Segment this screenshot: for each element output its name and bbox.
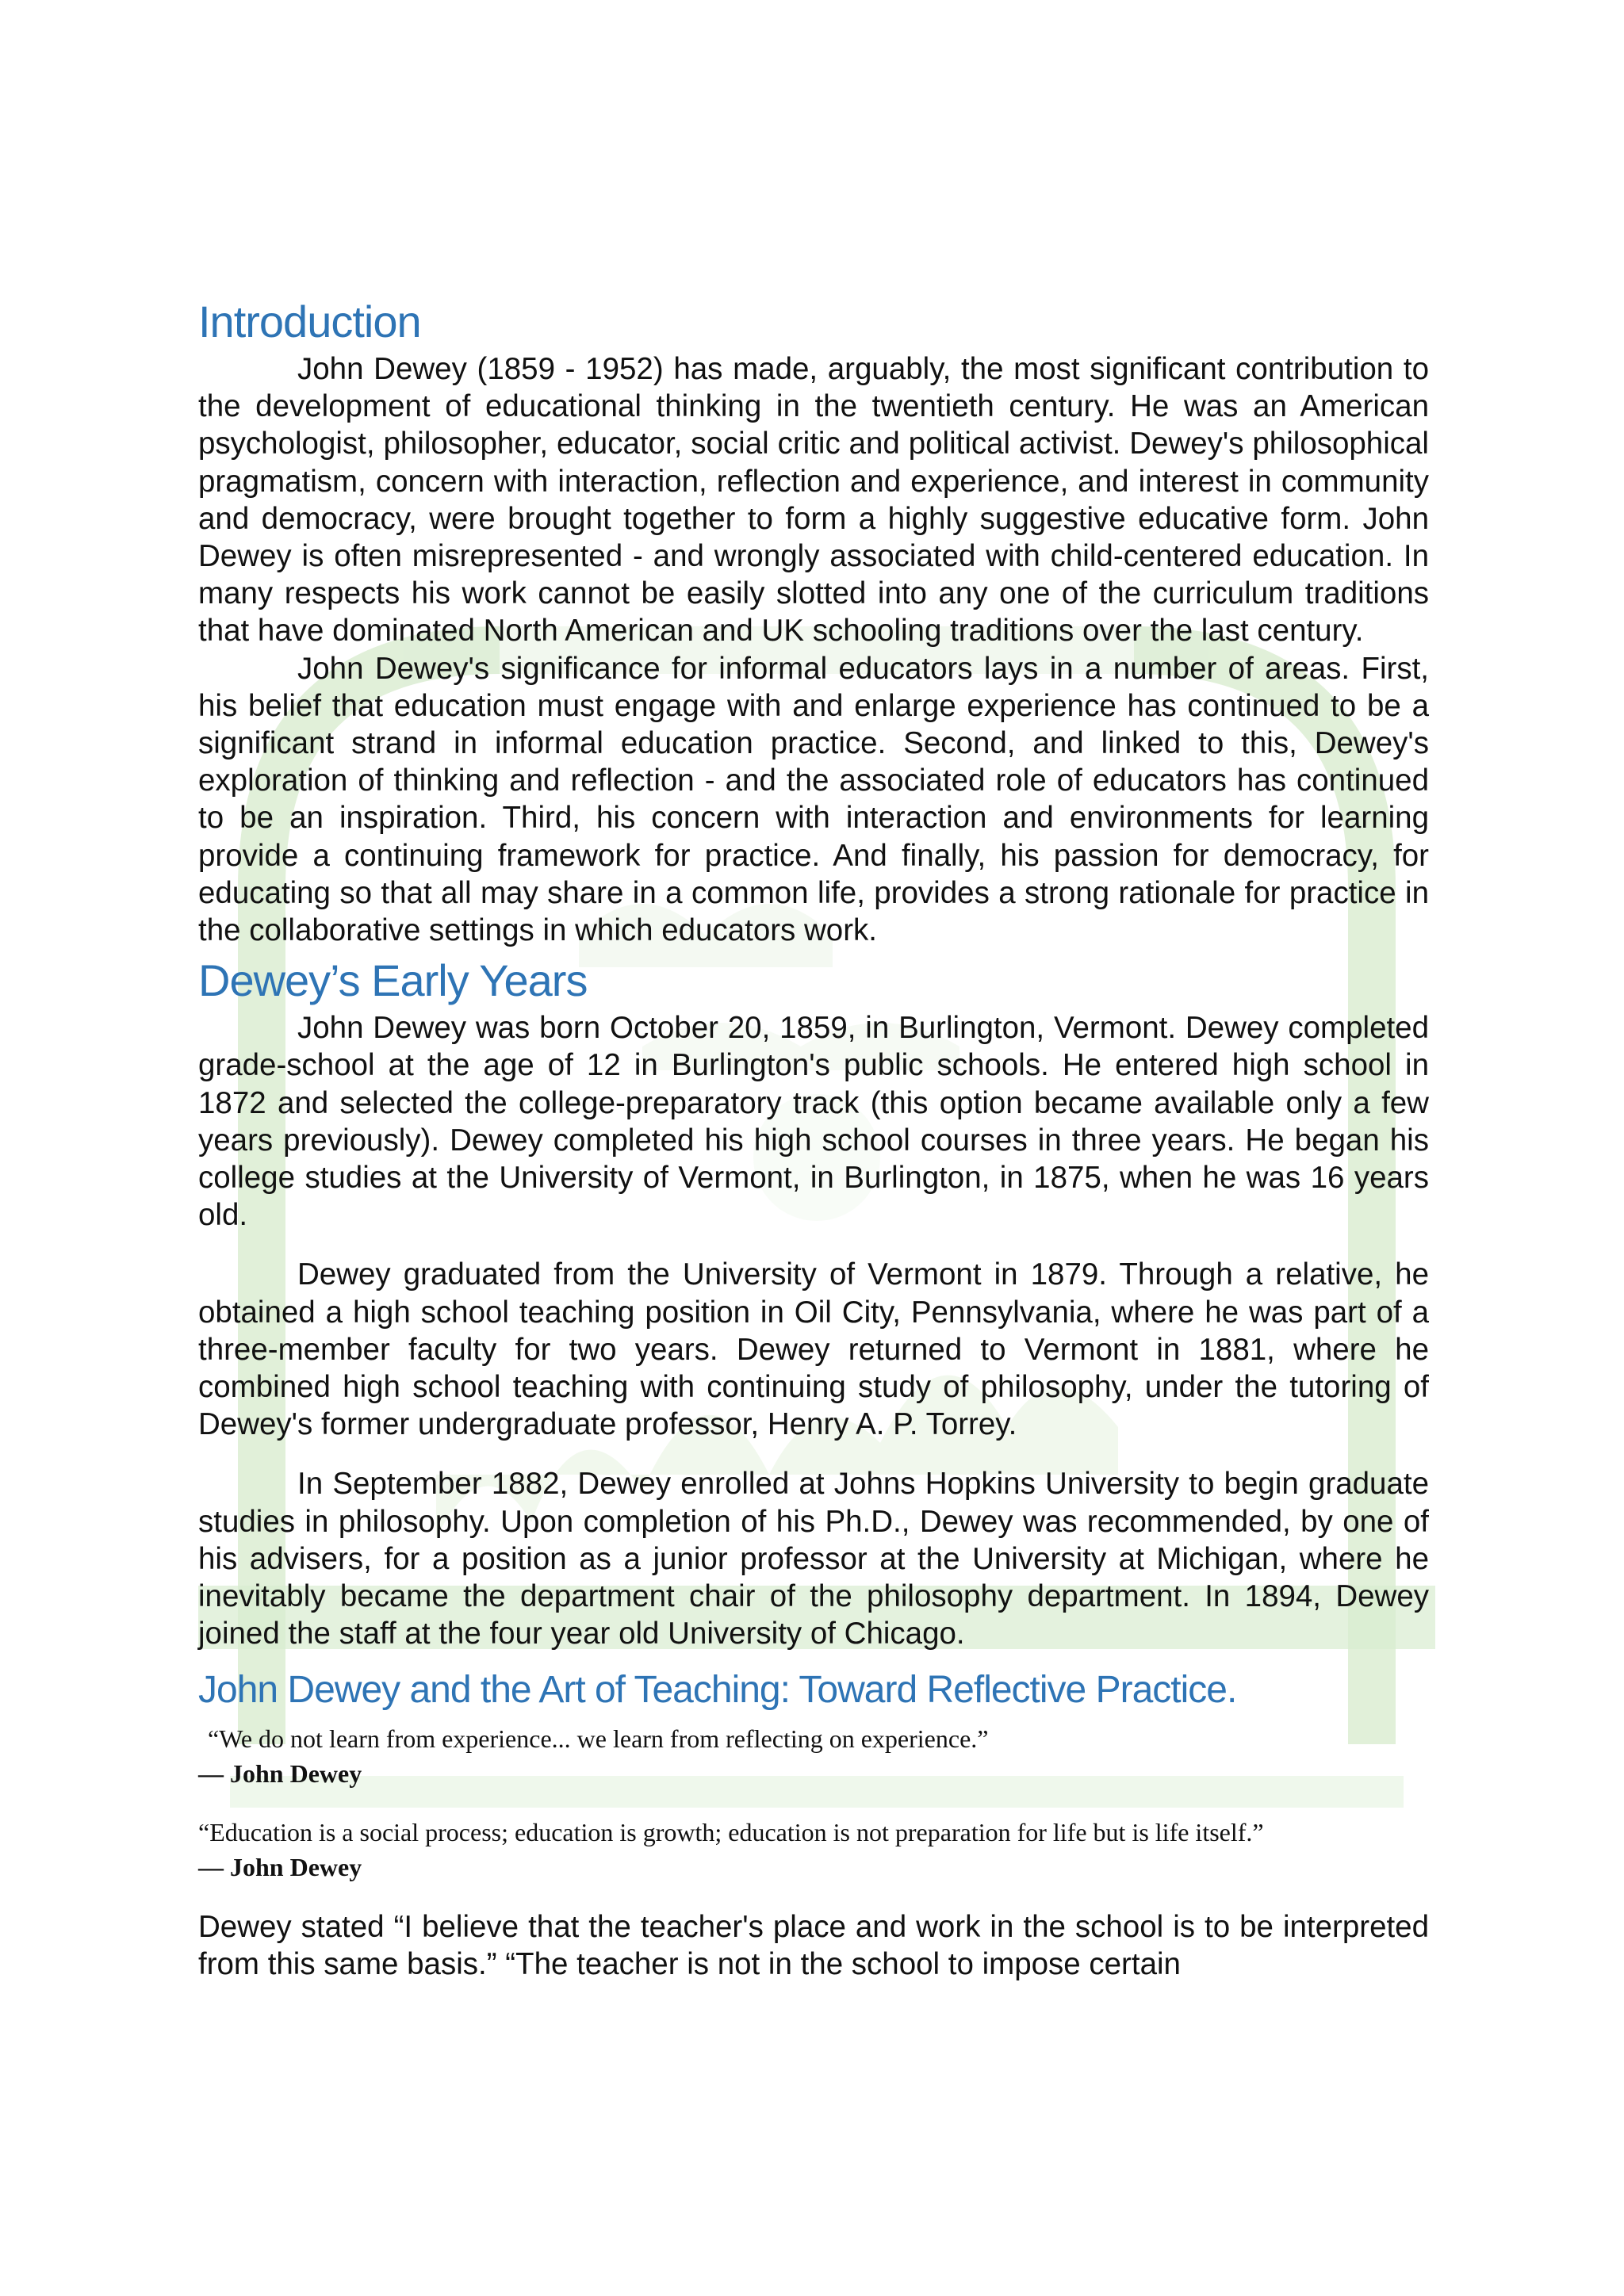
- early-years-heading: Dewey’s Early Years: [198, 955, 588, 1006]
- quote-attribution: — John Dewey: [198, 1758, 362, 1788]
- intro-paragraph-2: John Dewey's significance for informal educators lays in a number of areas. First, his belief that education must engage with and enlarge experience has continued to be a significant strand in informal education practice. Second, and linked to this, Dewey's exploration of thinking and reflection - and the associated role of educators has continued to be an inspiration. Third, his concern with interaction and environments for learning provide a continuing framework for practice. And finally, his passion for democracy, for educating so that all may share in a common life, provides a strong rationale for practice in the collaborative settings in which educators work.: [198, 651, 1429, 948]
- quote-attribution: — John Dewey: [198, 1852, 362, 1881]
- intro-paragraph-1: John Dewey (1859 - 1952) has made, arguably, the most significant contribution to the development of educational thinking in the twentieth century. He was an American psychologist, philosopher, educator, social critic and political activist. Dewey's philosophical pragmatism, concern with interaction, reflection and experience, and interest in community and democracy, were brought together to form a highly suggestive educative form. John Dewey is often misrepresented - and wrongly associated with child-centered education. In many respects his work cannot be easily slotted into any one of the curriculum traditions that have dominated North American and UK schooling traditions over the last century.: [198, 352, 1429, 649]
- document-page: [198, 293, 1429, 1983]
- early-years-paragraph-2: Dewey graduated from the University of Vermont in 1879. Through a relative, he obtained a high school teaching position in Oil City, Pennsylvania, where he was part of a three-member faculty for two years. Dewey returned to Vermont in 1881, where he combined high school teaching with continuing study of philosophy, under the tutoring of Dewey's former undergraduate professor, Henry A. P. Torrey.: [198, 1257, 1429, 1442]
- introduction-heading: Introduction: [198, 297, 421, 346]
- quote-text: “We do not learn from experience... we learn from reflecting on experience.”: [208, 1724, 989, 1753]
- art-of-teaching-heading: John Dewey and the Art of Teaching: Toward Reflective Practice.: [198, 1668, 1237, 1711]
- quote-block: [198, 1815, 1429, 1885]
- early-years-paragraph-1: John Dewey was born October 20, 1859, in Burlington, Vermont. Dewey completed grade-school at the age of 12 in Burlington's public schools. He entered high school in 1872 and selected the college-preparatory track (this option became available only a few years previously). Dewey completed his high school courses in three years. He began his college studies at the University of Vermont, in Burlington, in 1875, when he was 16 years old.: [198, 1011, 1429, 1233]
- early-years-paragraph-3: In September 1882, Dewey enrolled at Johns Hopkins University to begin graduate studies in philosophy. Upon completion of his Ph.D., Dewey was recommended, by one of his advisers, for a position as a junior professor at the University at Michigan, where he inevitably became the department chair of the philosophy department. In 1894, Dewey joined the staff at the four year old University of Chicago.: [198, 1467, 1429, 1651]
- quote-text: “Education is a social process; education is growth; education is not preparation for life but is life itself.”: [198, 1817, 1264, 1846]
- closing-paragraph: Dewey stated “I believe that the teacher's place and work in the school is to be interpreted from this same basis.” “The teacher is not in the school to impose certain: [198, 1909, 1429, 1981]
- quote-block: [198, 1721, 1429, 1791]
